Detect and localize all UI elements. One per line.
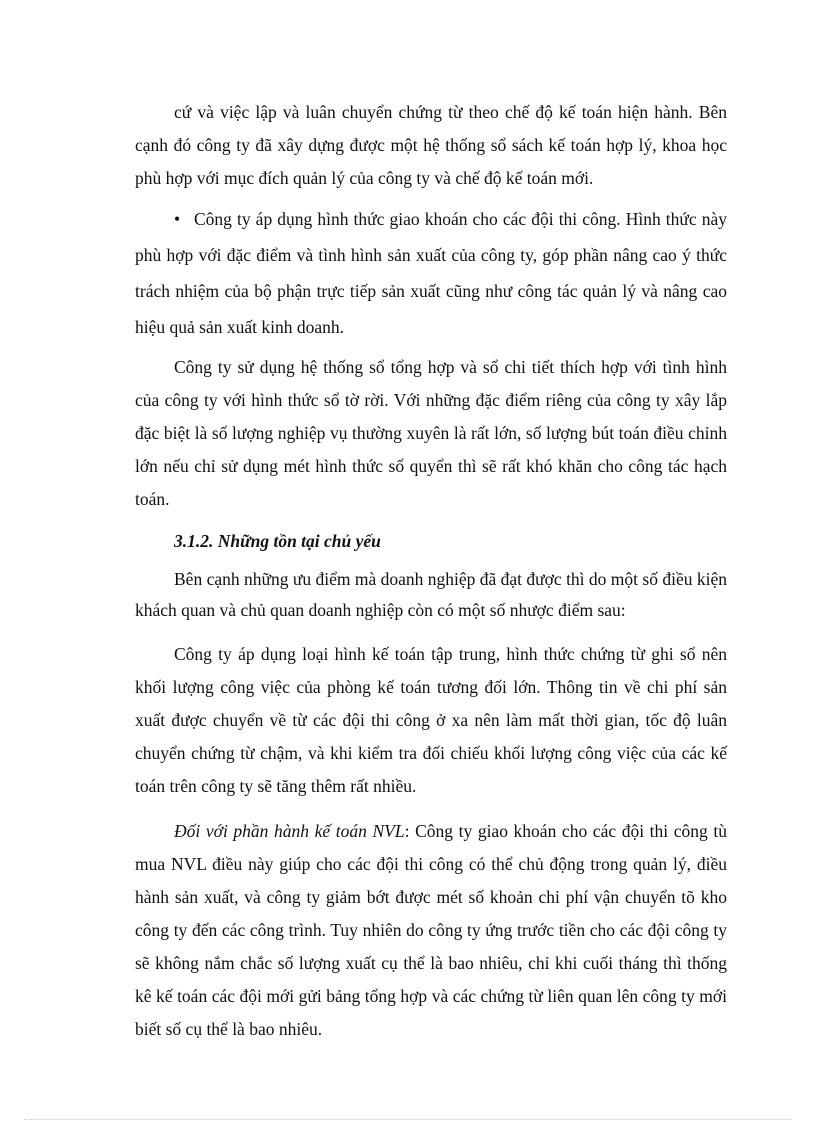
paragraph-body: : Công ty giao khoán cho các đội thi công tù mua NVL điều này giúp cho các đội thi công có thể chủ động trong quản lý, điều hành sản xuất, và công ty giảm bớt được mét số khoản chi phí vận chuyển tõ kho công ty đến các công trình. Tuy nhiên do công ty ứng trước tiền cho các đội công ty sẽ không nắm chắc số lượng xuất cụ thể là bao nhiêu, chỉ khi cuối tháng thì thống kê kế toán các đội mới gửi bảng tổng hợp và các chứng từ liên quan lên công ty mới biết số cụ thể là bao nhiêu. bbox=[135, 821, 728, 1039]
document-page bbox=[135, 96, 727, 1046]
paragraph-ledger-system: Công ty sử dụng hệ thống sổ tổng hợp và sổ chi tiết thích hợp với tình hình của công ty với hình thức sổ tờ rời. Với những đặc điểm riêng của công ty xây lắp đặc biệt là số lượng nghiệp vụ thường xuyên là rất lớn, số lượng bút toán điều chỉnh lớn nếu chỉ sử dụng mét hình thức sổ quyển thì sẽ rất khó khăn cho công tác hạch toán. bbox=[135, 357, 727, 509]
paragraph-lead-italic: Đối với phần hành kế toán NVL bbox=[174, 821, 405, 841]
bullet-item-contracting bbox=[135, 201, 727, 345]
paragraph-materials-accounting bbox=[135, 815, 727, 1046]
page-bottom-rule bbox=[24, 1119, 792, 1120]
paragraph-centralized-accounting: Công ty áp dụng loại hình kế toán tập trung, hình thức chứng từ ghi sổ nên khối lượng công việc của phòng kế toán tương đối lớn. Thông tin về chi phí sản xuất được chuyển về từ các đội thi công ở xa nên làm mất thời gian, tốc độ luân chuyển chứng từ chậm, và khi kiểm tra đối chiếu khối lượng công việc của các kế toán trên công ty sẽ tăng thêm rất nhiều. bbox=[135, 644, 727, 796]
paragraph-limitations-intro: Bên cạnh những ưu điểm mà doanh nghiệp đã đạt được thì do một số điều kiện khách quan và chủ quan doanh nghiệp còn có một số nhược điểm sau: bbox=[135, 569, 727, 620]
section-heading: 3.1.2. Những tồn tại chủ yếu bbox=[174, 531, 381, 551]
bullet-icon: • bbox=[174, 209, 181, 229]
paragraph-accounting-system: cứ và việc lập và luân chuyển chứng từ theo chế độ kế toán hiện hành. Bên cạnh đó công ty đã xây dựng được một hệ thống sổ sách kế toán hợp lý, khoa học phù hợp với mục đích quản lý của công ty và chế độ kế toán mới. bbox=[135, 102, 727, 188]
bullet-item-text: Công ty áp dụng hình thức giao khoán cho các đội thi công. Hình thức này phù hợp với đặc điểm và tình hình sản xuất của công ty, góp phần nâng cao ý thức trách nhiệm của bộ phận trực tiếp sản xuất cũng như công tác quản lý và nâng cao hiệu quả sản xuất kinh doanh. bbox=[135, 209, 727, 337]
